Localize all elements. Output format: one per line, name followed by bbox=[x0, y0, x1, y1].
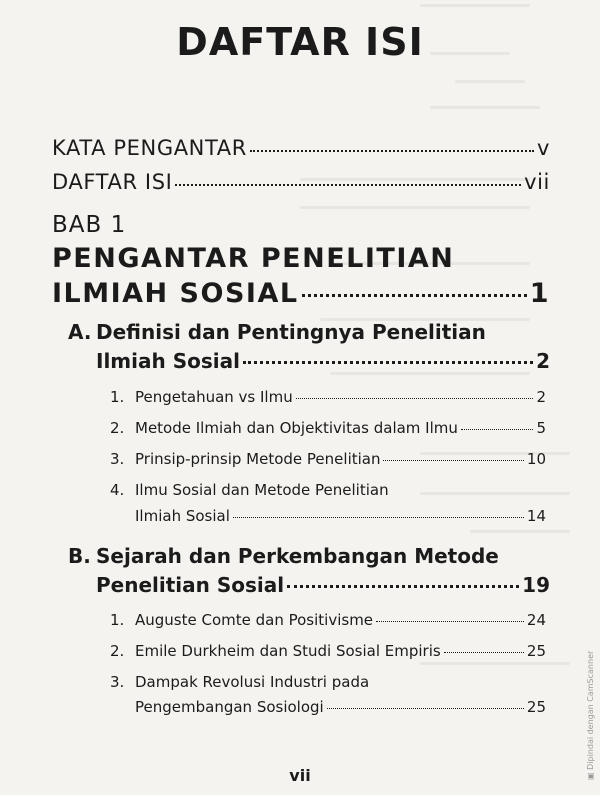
item-page: 25 bbox=[526, 642, 546, 660]
toc-entry-chapter-1[interactable] bbox=[52, 278, 550, 309]
entry-page: 2 bbox=[536, 349, 550, 373]
section-title-line1: Sejarah dan Perkembangan Metode bbox=[96, 544, 499, 568]
item-text: Metode Ilmiah dan Objektivitas dalam Ilmu bbox=[135, 419, 458, 437]
section-a-heading[interactable] bbox=[68, 320, 486, 344]
toc-item-a1[interactable] bbox=[110, 388, 546, 406]
chapter-label: BAB 1 bbox=[52, 212, 127, 238]
toc-entry-daftar-isi[interactable] bbox=[52, 170, 550, 194]
dot-leader bbox=[250, 150, 534, 152]
scanner-watermark bbox=[586, 651, 595, 780]
dot-leader bbox=[243, 361, 533, 364]
item-page: 14 bbox=[526, 507, 546, 525]
item-text-line2: Pengembangan Sosiologi bbox=[135, 698, 324, 716]
section-b-heading[interactable] bbox=[68, 544, 499, 568]
toc-item-a4[interactable] bbox=[135, 507, 546, 525]
toc-item-b1[interactable] bbox=[110, 611, 546, 629]
section-b-entry[interactable] bbox=[96, 573, 550, 597]
entry-page: vii bbox=[524, 170, 550, 194]
toc-item-a4-line1[interactable] bbox=[110, 481, 389, 499]
toc-item-a3[interactable] bbox=[110, 450, 546, 468]
page-number: vii bbox=[289, 766, 311, 785]
section-title-line2: Penelitian Sosial bbox=[96, 573, 285, 597]
entry-page: 19 bbox=[522, 573, 550, 597]
item-number: 2. bbox=[110, 419, 125, 437]
dot-leader bbox=[233, 517, 524, 518]
dot-leader bbox=[383, 460, 523, 461]
section-letter: A. bbox=[68, 320, 92, 344]
item-number: 3. bbox=[110, 450, 125, 468]
entry-page: 1 bbox=[529, 278, 550, 309]
chapter-title-line1: PENGANTAR PENELITIAN bbox=[52, 243, 455, 274]
item-text: Auguste Comte dan Positivisme bbox=[135, 611, 374, 629]
entry-label: DAFTAR ISI bbox=[52, 170, 173, 194]
item-page: 10 bbox=[526, 450, 546, 468]
watermark-text: Dipindai dengan CamScanner bbox=[586, 650, 595, 770]
chapter-title-line2: ILMIAH SOSIAL bbox=[52, 278, 299, 309]
toc-item-a2[interactable] bbox=[110, 419, 546, 437]
page-title: DAFTAR ISI bbox=[176, 20, 424, 64]
item-page: 5 bbox=[536, 419, 546, 437]
item-number: 4. bbox=[110, 481, 125, 499]
item-text: Dampak Revolusi Industri pada bbox=[135, 673, 370, 691]
item-number: 2. bbox=[110, 642, 125, 660]
item-text: Pengetahuan vs Ilmu bbox=[135, 388, 293, 406]
dot-leader bbox=[444, 652, 524, 653]
item-text-line2: Ilmiah Sosial bbox=[135, 507, 230, 525]
item-number: 1. bbox=[110, 388, 125, 406]
toc-item-b3[interactable] bbox=[135, 698, 546, 716]
section-title-line2: Ilmiah Sosial bbox=[96, 349, 240, 373]
toc-item-b2[interactable] bbox=[110, 642, 546, 660]
section-a-entry[interactable] bbox=[96, 349, 550, 373]
item-text: Prinsip-prinsip Metode Penelitian bbox=[135, 450, 381, 468]
item-text: Emile Durkheim dan Studi Sosial Empiris bbox=[135, 642, 441, 660]
item-page: 24 bbox=[526, 611, 546, 629]
dot-leader bbox=[376, 621, 524, 622]
dot-leader bbox=[175, 184, 521, 186]
dot-leader bbox=[302, 294, 527, 297]
dot-leader bbox=[287, 585, 519, 588]
item-page: 2 bbox=[536, 388, 546, 406]
entry-label: KATA PENGANTAR bbox=[52, 136, 247, 160]
section-letter: B. bbox=[68, 544, 91, 568]
item-page: 25 bbox=[526, 698, 546, 716]
dot-leader bbox=[461, 429, 534, 430]
entry-page: v bbox=[536, 136, 550, 160]
section-title-line1: Definisi dan Pentingnya Penelitian bbox=[96, 320, 486, 344]
item-text: Ilmu Sosial dan Metode Penelitian bbox=[135, 481, 389, 499]
item-number: 1. bbox=[110, 611, 125, 629]
toc-item-b3-line1[interactable] bbox=[110, 673, 369, 691]
dot-leader bbox=[296, 398, 534, 399]
item-number: 3. bbox=[110, 673, 125, 691]
camscanner-icon: ▣ bbox=[586, 769, 595, 780]
dot-leader bbox=[327, 708, 524, 709]
toc-entry-kata-pengantar[interactable] bbox=[52, 136, 550, 160]
